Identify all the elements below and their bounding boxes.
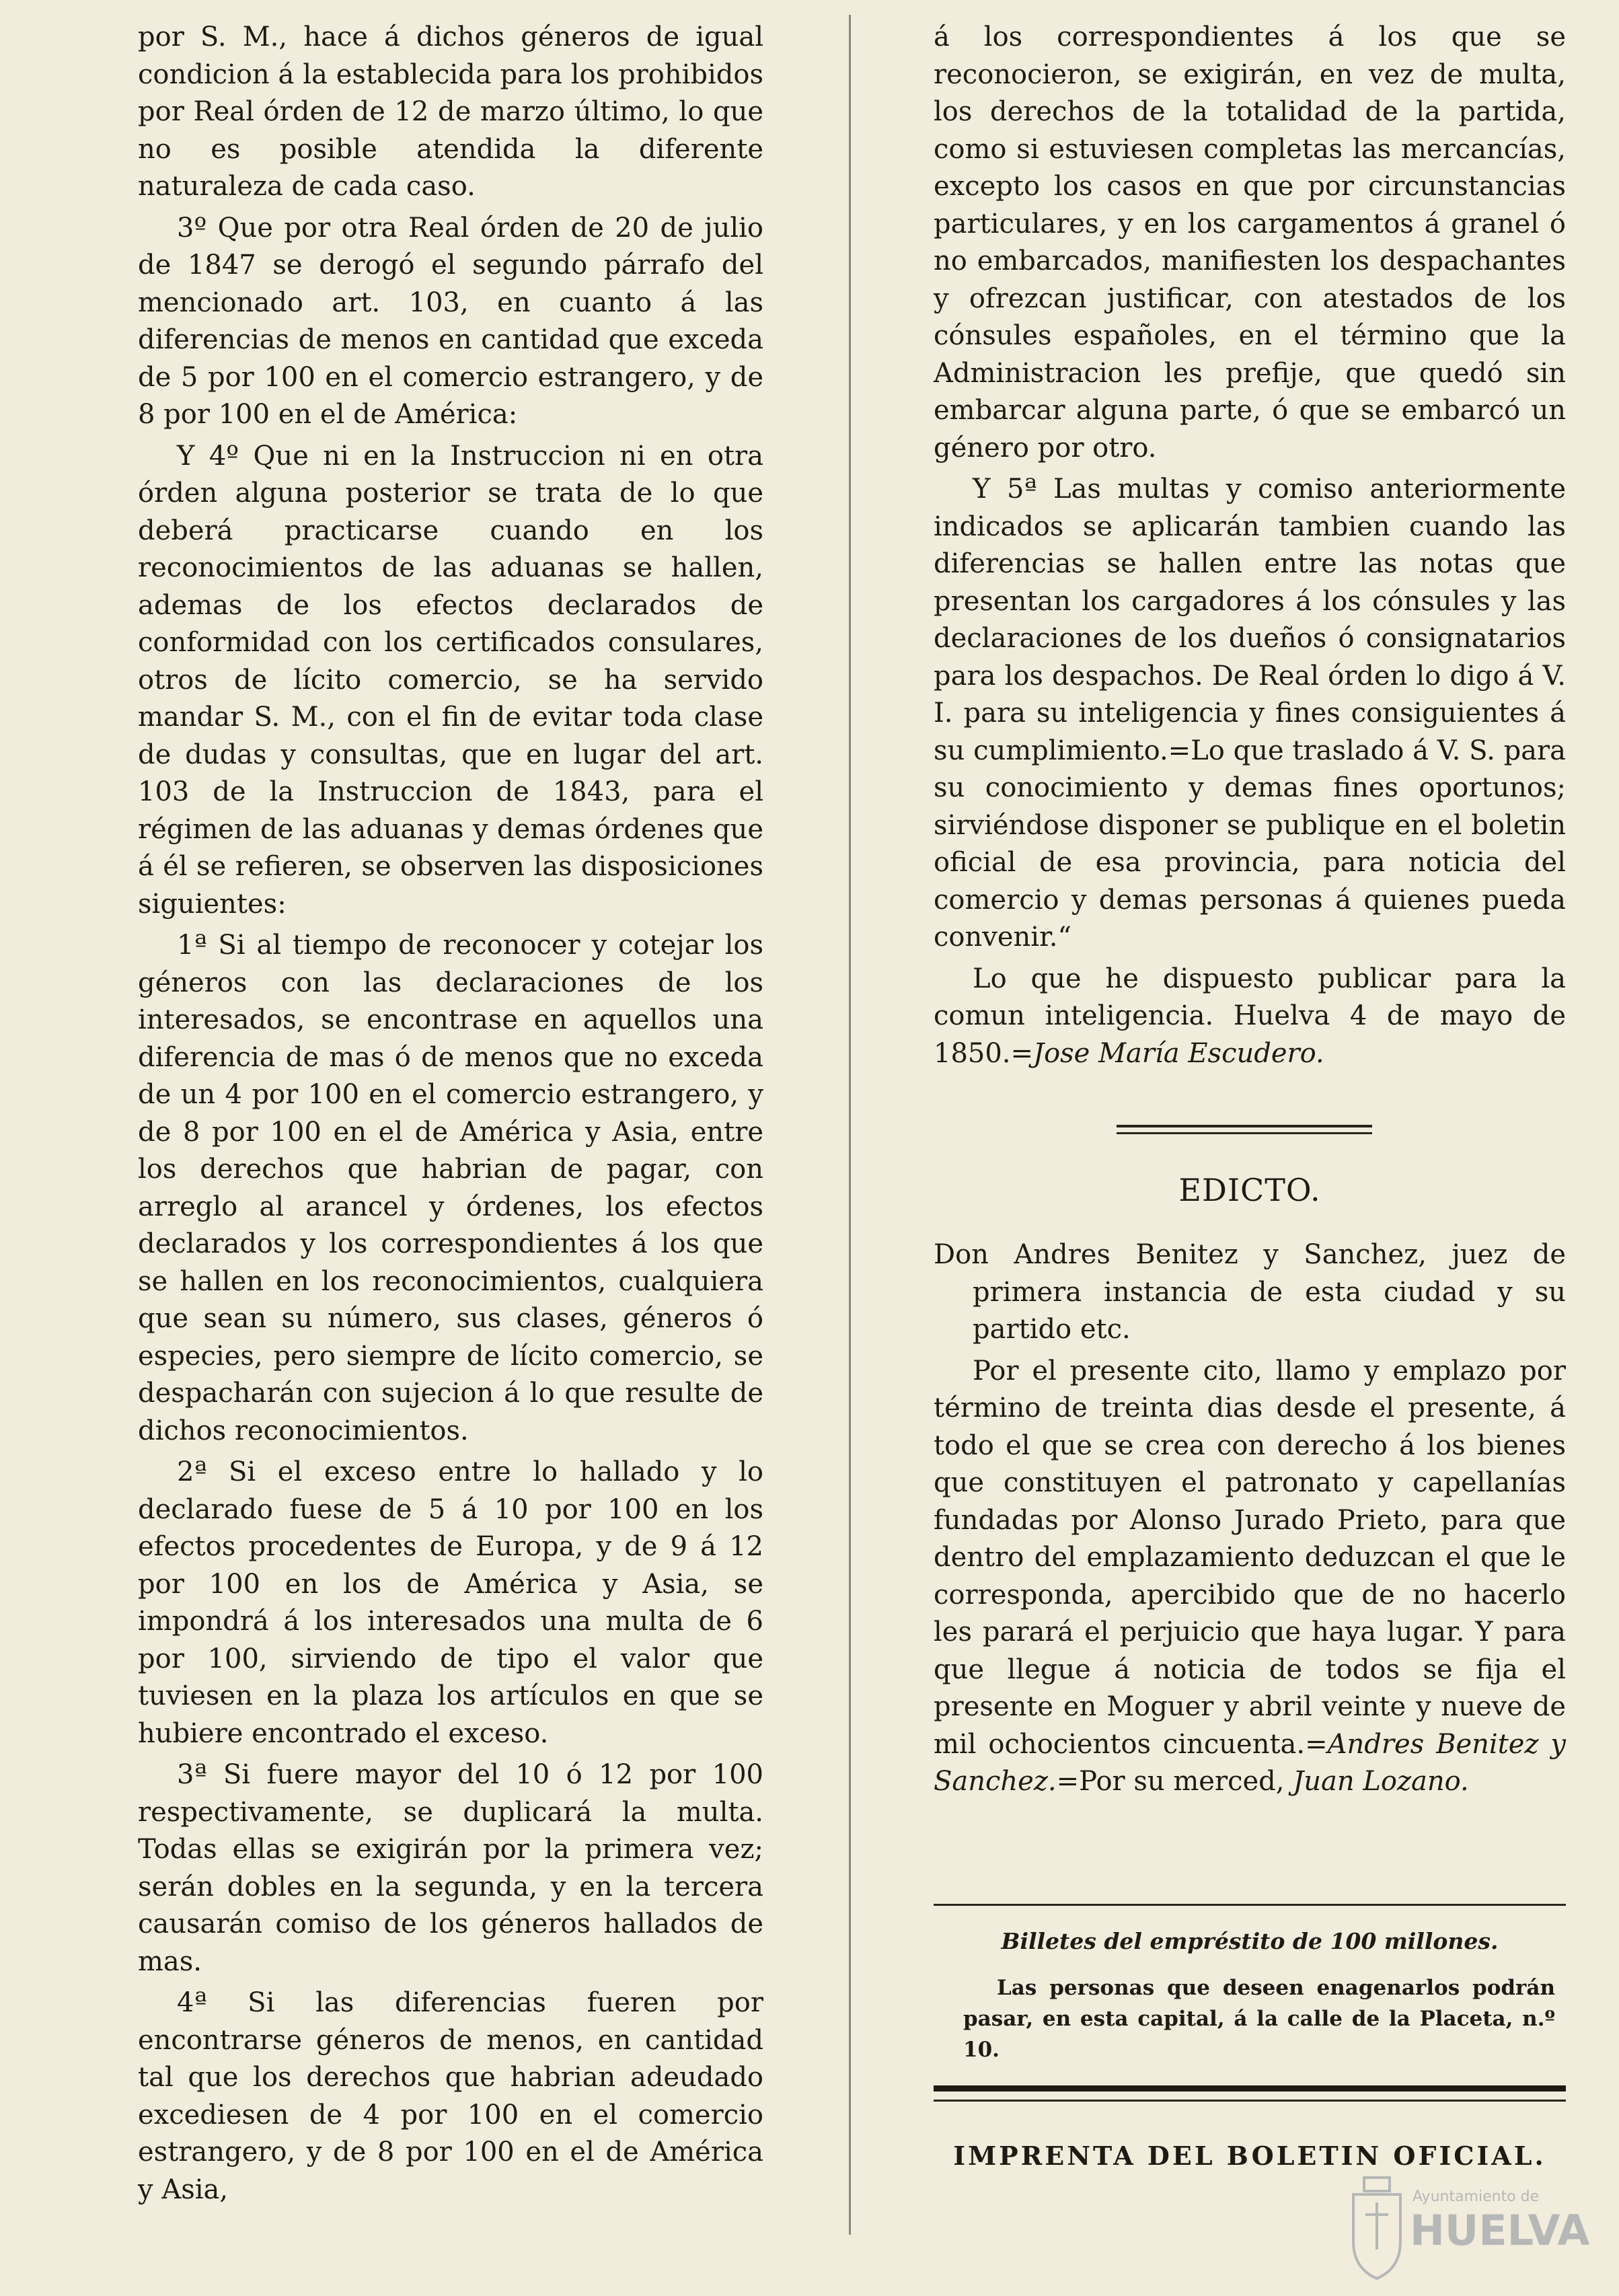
disposition-4-continuation: á los correspondientes á los que se reconocieron, se exigirán, en vez de multa, los derechos de la totalidad de la partida, como si estuviesen completas las mercancías, excepto los casos en que por circunstancias particulares, y en los cargamentos á granel ó no embarcados, manifiesten los despachantes y ofrezcan justificar, con atestados de los cónsules españoles, en el término que la Administracion les prefije, que quedó sin embarcar alguna parte, ó que se embarcó un género por otro. <box>934 22 1566 464</box>
disposition-2: 2ª Si el exceso entre lo hallado y lo declarado fuese de 5 á 10 por 100 en los efectos procedentes de Europa, y de 9 á 12 por 100 en los de América y Asia, se impondrá á los interesados una multa de 6 por 100, sirviendo de tipo el valor que tuviesen en la plaza los artículos en que se hubiere encontrado el exceso. <box>138 1456 763 1749</box>
edicto-intro: Don Andres Benitez y Sanchez, juez de primera instancia de esta ciudad y su partido etc. <box>934 1239 1566 1345</box>
disposition-5: Y 5ª Las multas y comiso anteriormente indicados se aplicarán tambien cuando las diferencias se hallen entre las notas que presentan los cargadores á los cónsules y las declaraciones de los dueños ó consignatarios para los despachos. De Real órden lo digo á V. I. para su inteligencia y fines consiguientes á su cumplimiento.=Lo que traslado á V. S. para su conocimiento y demas fines oportunos; sirviéndose disponer se publique en el boletin oficial de esa provincia, para noticia del comercio y demas personas á quienes pueda convenir.“ <box>934 474 1566 953</box>
publication-paragraph <box>934 961 1566 1073</box>
notice-body: Las personas que deseen enagenarlos podrán pasar, en esta capital, á la calle de la Placeta, n.º 10. <box>963 1976 1555 2062</box>
right-column <box>934 19 1566 1076</box>
notice-rule-thick <box>934 2085 1566 2091</box>
edicto-signature-clerk: Juan Lozano. <box>1293 1766 1469 1797</box>
imprenta-footer: IMPRENTA DEL BOLETIN OFICIAL. <box>953 2141 1546 2171</box>
disposition-4: 4ª Si las diferencias fueren por encontrarse géneros de menos, en cantidad tal que los derechos que habrian adeudado excediesen de 4 por 100 en el comercio estrangero, y de 8 por 100 en el de América y Asia, <box>138 1987 763 2205</box>
paragraph-point-4: Y 4º Que ni en la Instruccion ni en otra órden alguna posterior se trata de lo que deberá practicarse cuando en los reconocimientos de las aduanas se hallen, ademas de los efectos declarados de conformidad con los certificados consulares, otros de lícito comercio, se ha servido mandar S. M., con el fin de evitar toda clase de dudas y consultas, que en lugar del art. 103 de la Instruccion de 1843, para el régimen de las aduanas y demas órdenes que á él se refieren, se observen las disposiciones siguientes: <box>138 440 763 920</box>
notice-rule-top <box>934 1904 1566 1906</box>
edicto-signature-judge: Andres Benitez y Sanchez. <box>934 1728 1566 1797</box>
watermark-caption: Ayuntamiento de <box>1413 2188 1540 2205</box>
column-divider <box>849 15 851 2235</box>
paragraph-continuation: por S. M., hace á dichos géneros de igual condicion á la establecida para los prohibidos por Real órden de 12 de marzo último, lo que no es posible atendida la diferente naturaleza de cada caso. <box>138 22 763 202</box>
watermark-seal <box>1339 2161 1590 2289</box>
edicto-body <box>934 1353 1566 1801</box>
paragraph-point-3: 3º Que por otra Real órden de 20 de julio de 1847 se derogó el segundo párrafo del mencionado art. 103, en cuanto á las diferencias de menos en cantidad que exceda de 5 por 100 en el comercio estrangero, y de 8 por 100 en el de América: <box>138 212 763 430</box>
left-column <box>138 19 763 2213</box>
notice-rule-thin <box>934 2100 1566 2102</box>
watermark-city: HUELVA <box>1410 2206 1590 2255</box>
edicto-title: EDICTO. <box>1178 1172 1321 1208</box>
edicto-signature-mid: =Por su merced, <box>1056 1766 1285 1797</box>
edicto-body-text: Por el presente cito, llamo y emplazo por término de treinta dias desde el presente, á todo el que se crea con derecho á los bienes que constituyen el patronato y capellanías fundadas por Alonso Jurado Prieto, para que dentro del emplazamiento deduzcan el que le corresponda, apercibido que de no hacerlo les parará el perjuicio que haya lugar. Y para que llegue á noticia de todos se fija el presente en Moguer y abril veinte y nueve de mil ochocientos cincuenta.= <box>934 1355 1566 1760</box>
publication-text: Lo que he dispuesto publicar para la comun inteligencia. Huelva 4 de mayo de 1850.= <box>934 963 1566 1069</box>
disposition-3: 3ª Si fuere mayor del 10 ó 12 por 100 respectivamente, se duplicará la multa. Todas ellas se exigirán por la primera vez; serán dobles en la segunda, y en la tercera causarán comiso de los géneros hallados de mas. <box>138 1759 763 1977</box>
signature-escudero: Jose María Escudero. <box>1033 1037 1324 1069</box>
section-separator <box>1117 1125 1372 1134</box>
disposition-1: 1ª Si al tiempo de reconocer y cotejar los géneros con las declaraciones de los interesados, se encontrase en aquellos una diferencia de mas ó de menos que no exceda de un 4 por 100 en el comercio estrangero, y de 8 por 100 en el de América y Asia, entre los derechos que habrian de pagar, con arreglo al arancel y órdenes, los efectos declarados y los correspondientes á los que se hallen en los reconocimientos, cualquiera que sean su número, sus clases, géneros ó especies, pero siempre de lícito comercio, se despacharán con sujecion á lo que resulte de dichos reconocimientos. <box>138 930 763 1446</box>
notice-title: Billetes del empréstito de 100 millones. <box>1001 1928 1499 1954</box>
edicto-block <box>934 1236 1566 1805</box>
coat-of-arms-icon <box>1353 2178 1400 2279</box>
